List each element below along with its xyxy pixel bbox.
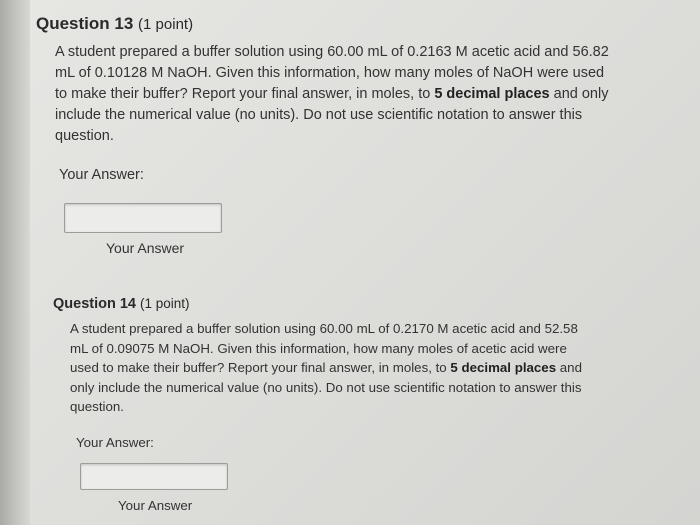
left-margin-bar — [0, 0, 30, 525]
question-title — [53, 296, 633, 312]
question-points: (1 point) — [140, 296, 190, 311]
question-title — [36, 14, 636, 34]
question-points: (1 point) — [138, 16, 194, 33]
question-text-part: and only include the numerical value (no units). Do not use scientific notation to answer this question. — [70, 360, 582, 414]
answer-caption: Your Answer — [106, 240, 185, 256]
question-text-emphasis: 5 decimal places — [450, 360, 557, 375]
question-text — [55, 42, 615, 147]
answer-label: Your Answer: — [59, 167, 144, 183]
answer-caption: Your Answer — [118, 497, 193, 513]
question-13 — [36, 14, 636, 256]
question-text-part: A student prepared a buffer solution using 60.00 mL of 0.2170 M acetic acid and 52.58 mL of 0.09075 M NaOH. Given this information, how many moles of acetic acid were used to make their buffer? Report your final answer, in moles, to — [70, 321, 578, 375]
question-14 — [53, 296, 633, 513]
answer-input[interactable] — [64, 203, 222, 233]
question-number: Question 14 — [53, 296, 136, 312]
question-text-part: and only include the numerical value (no units). Do not use scientific notation to answer this question. — [55, 86, 609, 144]
question-text — [70, 319, 590, 417]
question-text-part: A student prepared a buffer solution using 60.00 mL of 0.2163 M acetic acid and 56.82 mL of 0.10128 M NaOH. Given this information, how many moles of NaOH were used to make their buffer? Report your final answer, in moles, to — [55, 44, 609, 102]
answer-label: Your Answer: — [76, 434, 154, 450]
question-text-emphasis: 5 decimal places — [434, 86, 550, 102]
question-number: Question 13 — [36, 14, 134, 33]
answer-input[interactable] — [80, 463, 228, 490]
